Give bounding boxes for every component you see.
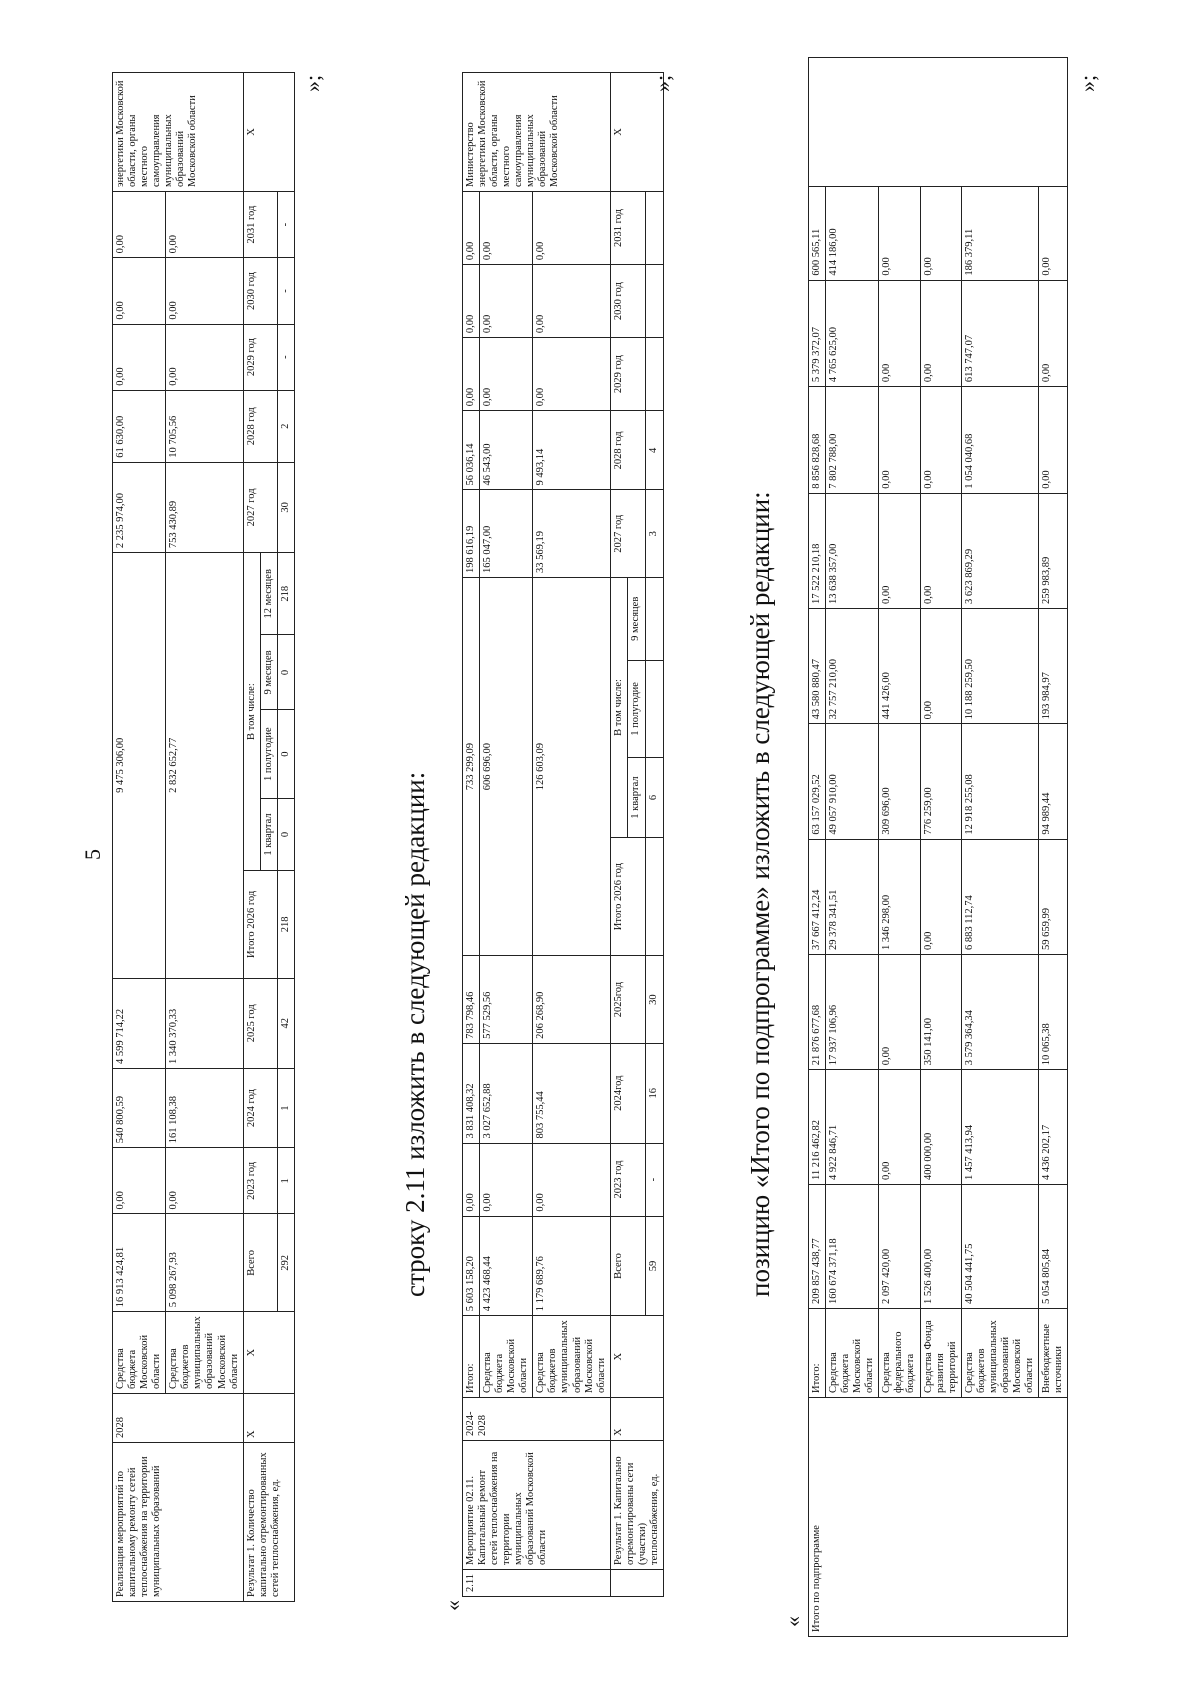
- result-value: 1: [277, 1068, 294, 1147]
- value-cell: 4 922 846,71: [826, 1070, 879, 1185]
- value-cell: 33 569,19: [533, 490, 610, 577]
- x-cell: Х: [243, 1312, 294, 1394]
- value-cell: 9 475 306,00: [113, 553, 166, 978]
- header-cell: 2030 год: [243, 258, 277, 324]
- value-cell: 40 504 441,75: [961, 1184, 1038, 1308]
- result-value: [646, 192, 664, 265]
- value-cell: 206 268,90: [533, 956, 610, 1043]
- source-cell: Средства бюджетов муниципальных образований Московской области: [166, 1312, 243, 1394]
- value-cell: 1 457 413,94: [961, 1070, 1038, 1185]
- source-cell: Средства бюджета Московской области: [480, 1316, 533, 1398]
- header-cell: 2027 год: [243, 462, 277, 552]
- value-cell: 2 832 652,77: [166, 553, 243, 978]
- header-cell: 2024год: [610, 1043, 646, 1143]
- value-cell: 0,00: [463, 192, 480, 265]
- header-cell: В том числе:: [243, 553, 260, 871]
- value-cell: 0,00: [480, 1143, 533, 1216]
- value-cell: 0,00: [879, 1070, 920, 1185]
- value-cell: 4 765 625,00: [826, 280, 879, 387]
- header-cell: В том числе:: [610, 577, 628, 837]
- value-cell: 0,00: [879, 493, 920, 608]
- value-cell: 3 027 652,88: [480, 1043, 533, 1143]
- row-number-cell: 2.11: [463, 1570, 611, 1597]
- source-cell: Итого:: [809, 1309, 826, 1398]
- value-cell: 46 543,00: [480, 411, 533, 490]
- result-value: 0: [277, 798, 294, 870]
- result-value: [646, 837, 664, 955]
- result-value: -: [646, 1143, 664, 1216]
- value-cell: 10 188 259,50: [961, 609, 1038, 724]
- value-cell: 753 430,89: [166, 462, 243, 552]
- table-subprogram-total: [808, 57, 1068, 1637]
- value-cell: 0,00: [920, 839, 961, 954]
- value-cell: 1 526 400,00: [920, 1184, 961, 1308]
- row-number-cell: [610, 1570, 663, 1597]
- result-value: [646, 265, 664, 338]
- value-cell: 0,00: [920, 280, 961, 387]
- source-cell: Средства бюджета Московской области: [113, 1312, 166, 1394]
- header-cell: 2024 год: [243, 1068, 277, 1147]
- value-cell: 13 638 357,00: [826, 493, 879, 608]
- value-cell: 1 179 689,76: [533, 1216, 610, 1316]
- source-cell: Средства бюджета Московской области: [826, 1309, 879, 1398]
- value-cell: 0,00: [1039, 280, 1068, 387]
- value-cell: 414 186,00: [826, 187, 879, 281]
- value-cell: 613 747,07: [961, 280, 1038, 387]
- header-cell: 2025год: [610, 956, 646, 1043]
- table-row: [166, 73, 243, 1602]
- table-previous-edition: [112, 72, 295, 1602]
- source-cell: Средства бюджетов муниципальных образований Московской области: [533, 1316, 610, 1398]
- value-cell: 0,00: [166, 192, 243, 258]
- value-cell: 2 235 974,00: [113, 462, 166, 552]
- value-cell: 600 565,11: [809, 187, 826, 281]
- closing-quote: »;: [650, 74, 675, 92]
- source-cell: Средства федерального бюджета: [879, 1309, 920, 1398]
- value-cell: 0,00: [879, 280, 920, 387]
- header-cell: 2029 год: [610, 338, 646, 411]
- table-row: [610, 73, 628, 1597]
- header-cell: 2027 год: [610, 490, 646, 577]
- header-cell: 2023 год: [610, 1143, 646, 1216]
- value-cell: 0,00: [463, 265, 480, 338]
- table-row: [113, 73, 166, 1602]
- value-cell: 186 379,11: [961, 187, 1038, 281]
- header-cell: 9 месяцев: [628, 577, 646, 660]
- header-cell: 2028 год: [243, 390, 277, 462]
- result-value: 292: [277, 1214, 294, 1312]
- executor-cell: энергетики Московской области, органы местного самоуправления муниципальных образований Московской области: [113, 73, 244, 192]
- value-cell: 0,00: [113, 324, 166, 390]
- years-cell: 2024-2028: [463, 1398, 611, 1441]
- value-cell: 5 098 267,93: [166, 1214, 243, 1312]
- value-cell: 16 913 424,81: [113, 1214, 166, 1312]
- value-cell: 5 379 372,07: [809, 280, 826, 387]
- result-value: 218: [277, 871, 294, 978]
- header-cell: 1 квартал: [260, 798, 277, 870]
- result-value: 30: [277, 462, 294, 552]
- event-name-cell: Реализация мероприятий по капитальному ремонту сетей теплоснабжения на территории муниципальных образований: [113, 1443, 244, 1602]
- value-cell: 198 616,19: [463, 490, 480, 577]
- value-cell: 49 057 910,00: [826, 724, 879, 839]
- header-cell: 2025 год: [243, 978, 277, 1068]
- value-cell: 0,00: [1039, 187, 1068, 281]
- closing-quote: »;: [1075, 74, 1100, 92]
- value-cell: 4 436 202,17: [1039, 1070, 1068, 1185]
- value-cell: 59 659,99: [1039, 839, 1068, 954]
- header-cell: 12 месяцев: [260, 553, 277, 635]
- source-cell: Средства Фонда развития территорий: [920, 1309, 961, 1398]
- value-cell: 5 603 158,20: [463, 1216, 480, 1316]
- value-cell: 3 623 869,29: [961, 493, 1038, 608]
- value-cell: 803 755,44: [533, 1043, 610, 1143]
- header-cell: 1 полугодие: [260, 710, 277, 798]
- value-cell: 259 983,89: [1039, 493, 1068, 608]
- result-value: 3: [646, 490, 664, 577]
- value-cell: 0,00: [920, 387, 961, 494]
- value-cell: 0,00: [113, 1148, 166, 1214]
- header-cell: 2031 год: [610, 192, 646, 265]
- value-cell: 0,00: [920, 493, 961, 608]
- value-cell: 350 141,00: [920, 954, 961, 1069]
- result-value: 0: [277, 635, 294, 710]
- value-cell: 441 426,00: [879, 609, 920, 724]
- result-name-cell: Результат 1. Капитально отремонтированы сети (участки) теплоснабжения, ед.: [610, 1441, 663, 1570]
- table-row: [480, 73, 533, 1597]
- value-cell: 193 984,97: [1039, 609, 1068, 724]
- result-value: 4: [646, 411, 664, 490]
- value-cell: 0,00: [879, 187, 920, 281]
- value-cell: 0,00: [533, 192, 610, 265]
- value-cell: 4 599 714,22: [113, 978, 166, 1068]
- value-cell: 32 757 210,00: [826, 609, 879, 724]
- result-name-cell: Результат 1. Количество капитально отремонтированных сетей теплоснабжения, ед.: [243, 1443, 294, 1602]
- result-value: 6: [646, 758, 664, 838]
- value-cell: 56 036,14: [463, 411, 480, 490]
- table-row-2-11: [462, 72, 664, 1597]
- header-cell: 9 месяцев: [260, 635, 277, 710]
- header-cell: Итого 2026 год: [610, 837, 646, 955]
- result-value: -: [277, 258, 294, 324]
- x-cell: Х: [610, 1398, 663, 1441]
- value-cell: 165 047,00: [480, 490, 533, 577]
- value-cell: 17 937 106,96: [826, 954, 879, 1069]
- result-value: -: [277, 192, 294, 258]
- value-cell: 783 798,46: [463, 956, 480, 1043]
- value-cell: 160 674 371,18: [826, 1184, 879, 1308]
- subprogram-label-cell: Итого по подпрограмме: [809, 1398, 1068, 1637]
- header-cell: 1 квартал: [628, 758, 646, 838]
- value-cell: 4 423 468,44: [480, 1216, 533, 1316]
- value-cell: 6 883 112,74: [961, 839, 1038, 954]
- value-cell: 0,00: [1039, 387, 1068, 494]
- value-cell: 0,00: [113, 192, 166, 258]
- header-cell: Всего: [610, 1216, 646, 1316]
- value-cell: 0,00: [879, 387, 920, 494]
- value-cell: 0,00: [113, 258, 166, 324]
- result-value: 59: [646, 1216, 664, 1316]
- value-cell: 29 378 341,51: [826, 839, 879, 954]
- value-cell: 577 529,56: [480, 956, 533, 1043]
- value-cell: 12 918 255,08: [961, 724, 1038, 839]
- value-cell: 2 097 420,00: [879, 1184, 920, 1308]
- header-cell: Всего: [243, 1214, 277, 1312]
- result-value: 1: [277, 1148, 294, 1214]
- value-cell: 61 630,00: [113, 390, 166, 462]
- result-value: 16: [646, 1043, 664, 1143]
- result-value: [646, 338, 664, 411]
- value-cell: 0,00: [480, 192, 533, 265]
- event-name-cell: Мероприятие 02.11. Капитальный ремонт сетей теплоснабжения на территории муниципальных образований Московской области: [463, 1441, 611, 1570]
- value-cell: 400 000,00: [920, 1070, 961, 1185]
- header-cell: 2023 год: [243, 1148, 277, 1214]
- value-cell: 94 989,44: [1039, 724, 1068, 839]
- value-cell: 0,00: [879, 954, 920, 1069]
- value-cell: 776 259,00: [920, 724, 961, 839]
- table-row: [463, 73, 480, 1597]
- closing-quote: »;: [300, 74, 325, 92]
- value-cell: 10 065,38: [1039, 954, 1068, 1069]
- executor-cell: Министерство энергетики Московской области, органы местного самоуправления муниципальных образований Московской области: [463, 73, 611, 192]
- value-cell: 63 157 029,52: [809, 724, 826, 839]
- value-cell: 161 108,38: [166, 1068, 243, 1147]
- value-cell: 0,00: [920, 187, 961, 281]
- value-cell: 0,00: [463, 1143, 480, 1216]
- value-cell: 0,00: [166, 324, 243, 390]
- value-cell: 540 800,59: [113, 1068, 166, 1147]
- value-cell: 0,00: [533, 338, 610, 411]
- value-cell: 0,00: [166, 258, 243, 324]
- value-cell: 606 696,00: [480, 577, 533, 955]
- value-cell: 43 580 880,47: [809, 609, 826, 724]
- value-cell: 10 705,56: [166, 390, 243, 462]
- value-cell: 37 667 412,24: [809, 839, 826, 954]
- value-cell: 0,00: [920, 609, 961, 724]
- header-cell: 2031 год: [243, 192, 277, 258]
- value-cell: 733 299,09: [463, 577, 480, 955]
- value-cell: 0,00: [480, 338, 533, 411]
- value-cell: 1 054 040,68: [961, 387, 1038, 494]
- value-cell: 11 216 462,82: [809, 1070, 826, 1185]
- header-cell: 2030 год: [610, 265, 646, 338]
- value-cell: 0,00: [166, 1148, 243, 1214]
- source-cell: Средства бюджетов муниципальных образований Московской области: [961, 1309, 1038, 1398]
- x-cell: Х: [243, 73, 294, 192]
- value-cell: 1 346 298,00: [879, 839, 920, 954]
- value-cell: 0,00: [533, 265, 610, 338]
- value-cell: 17 522 210,18: [809, 493, 826, 608]
- header-cell: 1 полугодие: [628, 660, 646, 758]
- result-value: 2: [277, 390, 294, 462]
- value-cell: 0,00: [480, 265, 533, 338]
- instruction-heading: позицию «Итого по подпрограмме» изложить в следующей редакции:: [745, 491, 775, 1297]
- value-cell: 7 802 788,00: [826, 387, 879, 494]
- table-row: [809, 58, 826, 1637]
- result-value: 30: [646, 956, 664, 1043]
- header-cell: 2029 год: [243, 324, 277, 390]
- value-cell: 0,00: [463, 338, 480, 411]
- instruction-heading: строку 2.11 изложить в следующей редакции:: [400, 771, 430, 1297]
- value-cell: 8 856 828,68: [809, 387, 826, 494]
- result-value: [646, 577, 664, 660]
- value-cell: 209 857 438,77: [809, 1184, 826, 1308]
- x-cell: Х: [243, 1394, 294, 1443]
- result-value: 42: [277, 978, 294, 1068]
- table-row: [243, 73, 260, 1602]
- opening-quote: «: [780, 1616, 805, 1627]
- header-cell: 2028 год: [610, 411, 646, 490]
- value-cell: 3 579 364,34: [961, 954, 1038, 1069]
- value-cell: 5 054 805,84: [1039, 1184, 1068, 1308]
- result-value: 218: [277, 553, 294, 635]
- result-value: [646, 660, 664, 758]
- value-cell: 21 876 677,68: [809, 954, 826, 1069]
- year-cell: 2028: [113, 1394, 244, 1443]
- value-cell: 3 831 408,32: [463, 1043, 480, 1143]
- table-row: [533, 73, 610, 1597]
- x-cell: Х: [610, 73, 663, 192]
- value-cell: 9 493,14: [533, 411, 610, 490]
- source-cell: Итого:: [463, 1316, 480, 1398]
- source-cell: Внебюджетные источники: [1039, 1309, 1068, 1398]
- empty-cell: [809, 58, 1068, 187]
- value-cell: 0,00: [533, 1143, 610, 1216]
- x-cell: Х: [610, 1316, 663, 1398]
- result-value: -: [277, 324, 294, 390]
- opening-quote: «: [440, 1600, 465, 1611]
- value-cell: 126 603,09: [533, 577, 610, 955]
- page-number: 5: [80, 849, 105, 860]
- result-value: 0: [277, 710, 294, 798]
- header-cell: Итого 2026 год: [243, 871, 277, 978]
- value-cell: 1 340 370,33: [166, 978, 243, 1068]
- value-cell: 309 696,00: [879, 724, 920, 839]
